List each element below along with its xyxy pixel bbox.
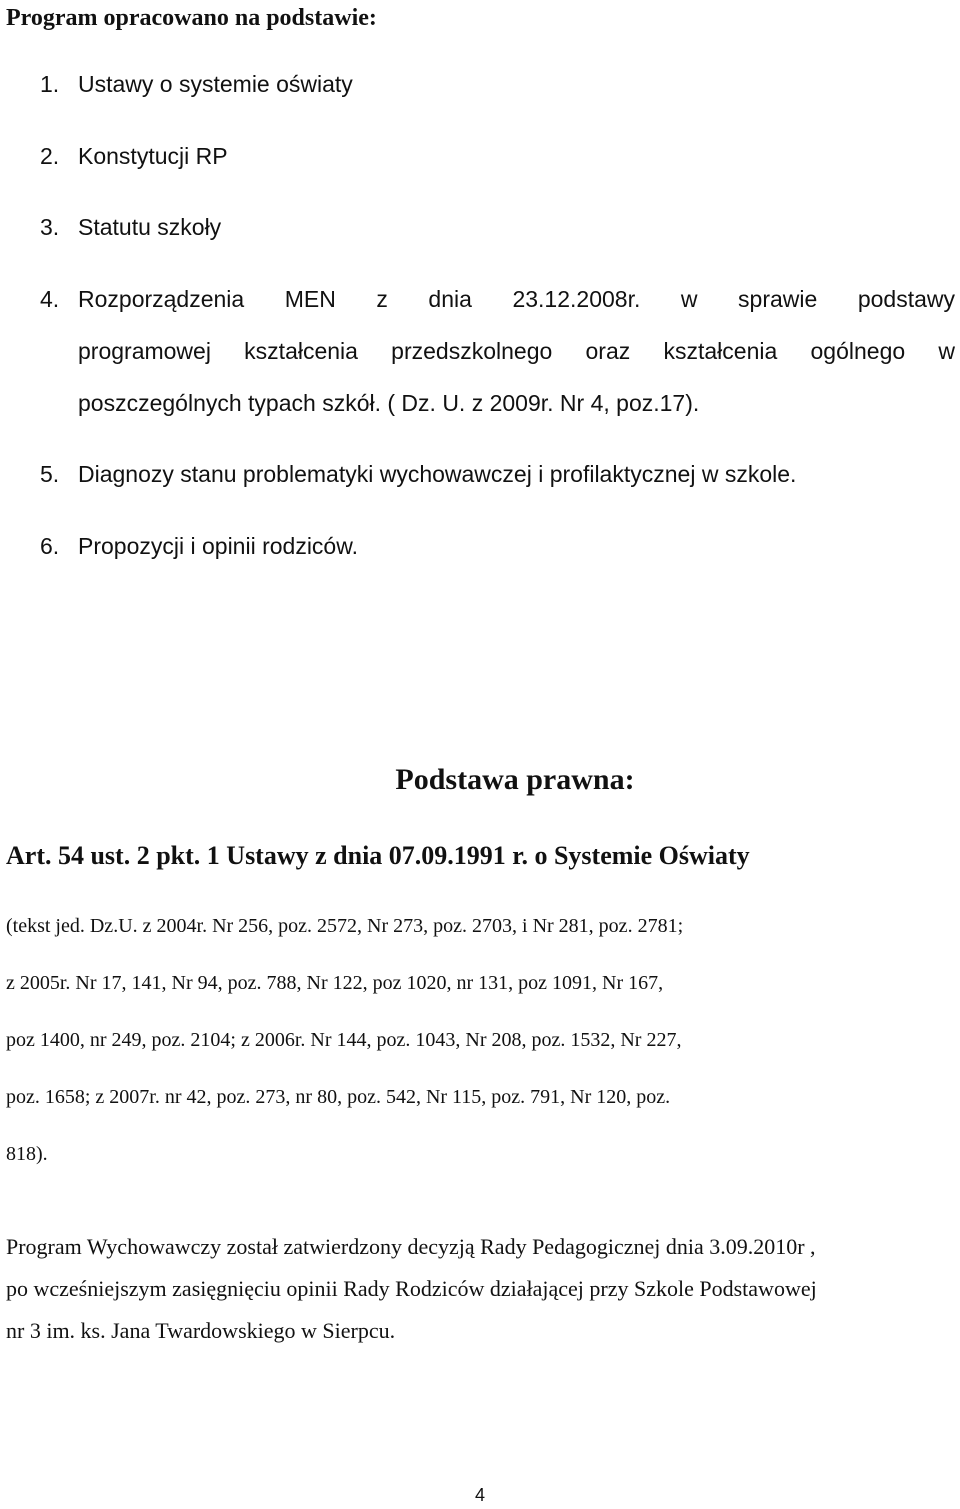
legal-basis-title: Podstawa prawna: xyxy=(395,763,635,796)
citation-line: poz. 1658; z 2007r. nr 42, poz. 273, nr 80, poz. 542, Nr 115, poz. 791, Nr 120, poz. xyxy=(6,1086,671,1108)
list-item xyxy=(40,201,955,253)
list-item-number: 3. xyxy=(40,214,60,240)
citation-line: z 2005r. Nr 17, 141, Nr 94, poz. 788, Nr 122, poz 1020, nr 131, poz 1091, Nr 167, xyxy=(6,972,664,994)
list-item-text: Propozycji i opinii rodziców. xyxy=(78,533,358,559)
list-item xyxy=(40,58,955,110)
citation-line: 818). xyxy=(6,1143,48,1165)
list-item-text: Statutu szkoły xyxy=(78,214,222,240)
list-item-text: Rozporządzenia MEN z dnia 23.12.2008r. w sprawie podstawy xyxy=(78,286,955,312)
section-heading: Program opracowano na podstawie: xyxy=(6,5,377,31)
list-item xyxy=(40,273,955,429)
list-item-number: 5. xyxy=(40,461,60,487)
list-item xyxy=(40,448,955,500)
approval-line: Program Wychowawczy został zatwierdzony decyzją Rady Pedagogicznej dnia 3.09.2010r , xyxy=(6,1234,816,1259)
list-item-text: Ustawy o systemie oświaty xyxy=(78,71,353,97)
citation-line: (tekst jed. Dz.U. z 2004r. Nr 256, poz. 2572, Nr 273, poz. 2703, i Nr 281, poz. 2781; xyxy=(6,915,684,937)
approval-line: po wcześniejszym zasięgnięciu opinii Rady Rodziców działającej przy Szkole Podstawowej xyxy=(6,1276,817,1301)
article-reference: Art. 54 ust. 2 pkt. 1 Ustawy z dnia 07.09.1991 r. o Systemie Oświaty xyxy=(6,841,750,870)
page-number: 4 xyxy=(474,1485,485,1505)
list-item-number: 2. xyxy=(40,143,60,169)
approval-line: nr 3 im. ks. Jana Twardowskiego w Sierpcu. xyxy=(6,1318,396,1343)
list-item-number: 4. xyxy=(40,286,60,312)
list-item-text: programowej kształcenia przedszkolnego oraz kształcenia ogólnego w xyxy=(78,338,955,364)
list-item xyxy=(40,130,955,182)
approval-paragraph xyxy=(6,1226,936,1352)
list-item-text: poszczególnych typach szkół. ( Dz. U. z 2009r. Nr 4, poz.17). xyxy=(78,390,700,416)
list-item-number: 6. xyxy=(40,533,60,559)
citation-block xyxy=(6,898,866,1183)
citation-line: poz 1400, nr 249, poz. 2104; z 2006r. Nr 144, poz. 1043, Nr 208, poz. 1532, Nr 227, xyxy=(6,1029,682,1051)
list-item-text: Diagnozy stanu problematyki wychowawczej i profilaktycznej w szkole. xyxy=(78,461,797,487)
list-item-number: 1. xyxy=(40,71,60,97)
list-item xyxy=(40,520,955,572)
list-item-text: Konstytucji RP xyxy=(78,143,228,169)
